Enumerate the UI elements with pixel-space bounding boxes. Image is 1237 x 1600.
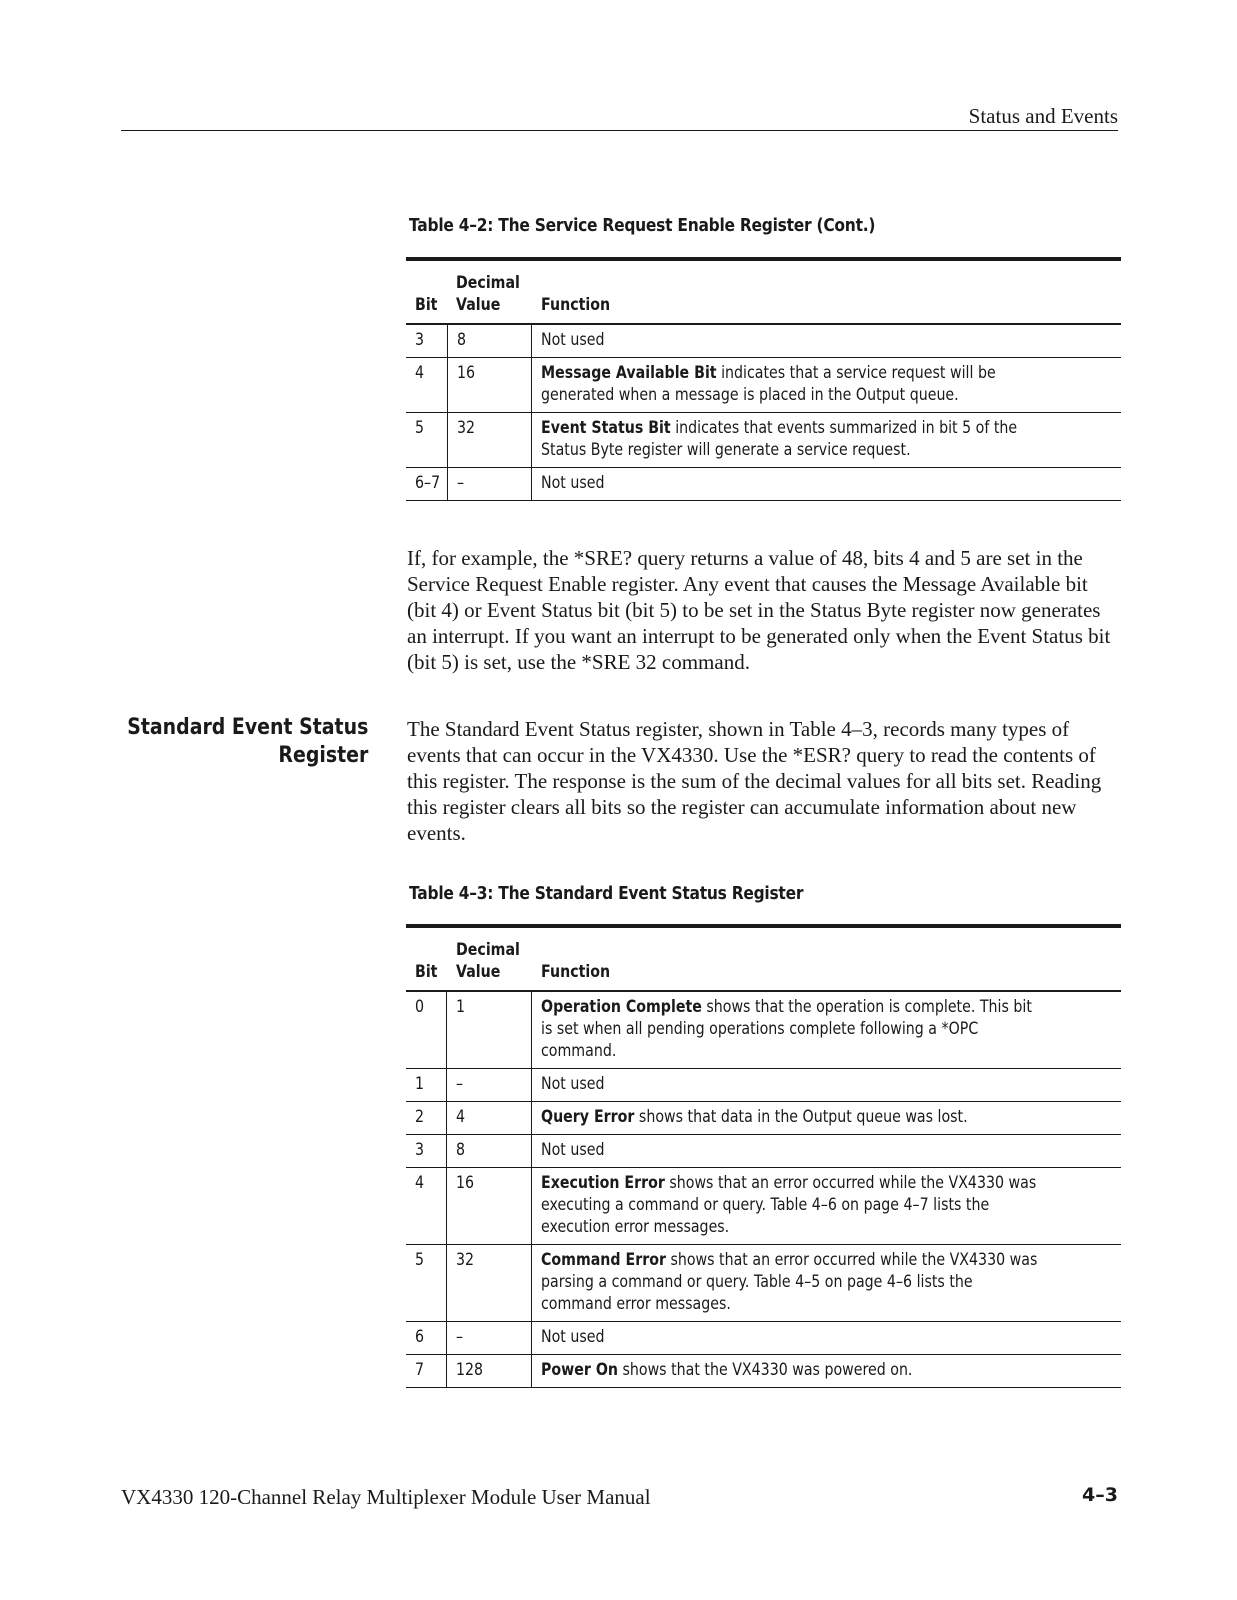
- cell-decimal-value: 32: [447, 413, 531, 468]
- esr-table-body: [406, 991, 1121, 1388]
- cell-function: [532, 324, 1122, 358]
- table-header-row: [406, 259, 1121, 324]
- function-term: Power On: [541, 1360, 618, 1379]
- cell-function: [532, 1135, 1122, 1168]
- esr-intro-paragraph: The Standard Event Status register, shown in Table 4–3, records many types of events that can occur in the VX4330. Use the *ESR? query to read the contents of this register. The response is the sum of the decimal values for all bits set. Reading this register clears all bits so the register can accumulate information about new events.: [407, 717, 1102, 845]
- column-header-decimal-value: Decimal Value: [456, 273, 521, 314]
- cell-function: [532, 991, 1122, 1069]
- table-row: [406, 413, 1121, 468]
- table-row: [406, 1245, 1121, 1322]
- table-row: [406, 1069, 1121, 1102]
- cell-decimal-value: –: [447, 1322, 532, 1355]
- cell-function: [532, 1322, 1122, 1355]
- column-header-function: Function: [540, 962, 610, 981]
- cell-decimal-value: 16: [447, 1168, 532, 1245]
- cell-bit: 1: [406, 1069, 447, 1102]
- cell-function: [532, 358, 1122, 413]
- function-term: Execution Error: [541, 1173, 665, 1192]
- cell-function: [532, 468, 1122, 501]
- sre-table-body: [406, 324, 1121, 501]
- function-description: Not used: [541, 1074, 605, 1093]
- cell-bit: 5: [406, 413, 447, 468]
- function-description: shows that an error occurred while the VX4330 was executing a command or query. Table 4–6 on page 4–7 lists the execution error messages.: [541, 1173, 1037, 1236]
- cell-bit: 6: [406, 1322, 447, 1355]
- sre-table: [406, 257, 1121, 501]
- footer-manual-title: VX4330 120-Channel Relay Multiplexer Module User Manual: [121, 1485, 651, 1509]
- cell-function: [532, 1102, 1122, 1135]
- table-caption: Table 4–2: The Service Request Enable Register (Cont.): [409, 215, 876, 236]
- function-description: Not used: [541, 473, 605, 492]
- table-header-row: [406, 926, 1121, 991]
- table-caption: Table 4–3: The Standard Event Status Register: [409, 883, 804, 904]
- table-row: [406, 1168, 1121, 1245]
- function-term: Message Available Bit: [541, 363, 717, 382]
- cell-decimal-value: 8: [447, 324, 531, 358]
- table-row: [406, 1135, 1121, 1168]
- page-number: 4–3: [1082, 1484, 1118, 1506]
- table-row: [406, 468, 1121, 501]
- cell-decimal-value: –: [447, 1069, 532, 1102]
- cell-bit: 7: [406, 1355, 447, 1388]
- cell-function: [532, 413, 1122, 468]
- cell-decimal-value: –: [447, 468, 531, 501]
- function-term: Event Status Bit: [541, 418, 671, 437]
- cell-bit: 5: [406, 1245, 447, 1322]
- function-description: Not used: [541, 330, 605, 349]
- function-description: Not used: [541, 1140, 605, 1159]
- table-row: [406, 324, 1121, 358]
- column-header-decimal-value: Decimal Value: [455, 940, 520, 981]
- section-heading: Standard Event Status Register: [126, 715, 368, 768]
- function-description: Not used: [541, 1327, 605, 1346]
- function-description: shows that an error occurred while the VX4330 was parsing a command or query. Table 4–5 on page 4–6 lists the command error messages.: [541, 1250, 1038, 1313]
- running-header: Status and Events: [968, 104, 1118, 128]
- table-row: [406, 358, 1121, 413]
- cell-decimal-value: 4: [447, 1102, 532, 1135]
- cell-bit: 2: [406, 1102, 447, 1135]
- function-description: indicates that a service request will be generated when a message is placed in the Output queue.: [541, 363, 996, 404]
- table-row: [406, 1102, 1121, 1135]
- cell-function: [532, 1168, 1122, 1245]
- cell-function: [532, 1245, 1122, 1322]
- cell-bit: 3: [406, 1135, 447, 1168]
- header-rule: [121, 130, 1118, 131]
- table-row: [406, 1322, 1121, 1355]
- cell-function: [532, 1069, 1122, 1102]
- cell-bit: 4: [406, 358, 447, 413]
- cell-decimal-value: 8: [447, 1135, 532, 1168]
- cell-decimal-value: 16: [447, 358, 531, 413]
- sre-example-paragraph: If, for example, the *SRE? query returns a value of 48, bits 4 and 5 are set in the Service Request Enable register. Any event that causes the Message Available bit (bit 4) or Event Status bit (bit 5) to be set in the Status Byte register now generates an interrupt. If you want an interrupt to be generated only when the Event Status bit (bit 5) is set, use the *SRE 32 command.: [407, 546, 1111, 674]
- table-row: [406, 1355, 1121, 1388]
- column-header-function: Function: [540, 295, 610, 314]
- cell-decimal-value: 32: [447, 1245, 532, 1322]
- function-term: Command Error: [541, 1250, 666, 1269]
- cell-bit: 0: [406, 991, 447, 1069]
- function-term: Query Error: [541, 1107, 635, 1126]
- column-header-bit: Bit: [415, 295, 438, 314]
- table-row: [406, 991, 1121, 1069]
- cell-bit: 6–7: [406, 468, 447, 501]
- esr-table: [406, 924, 1121, 1388]
- function-description: indicates that events summarized in bit 5 of the Status Byte register will generate a service request.: [541, 418, 1018, 459]
- function-description: shows that data in the Output queue was lost.: [634, 1107, 968, 1126]
- function-term: Operation Complete: [541, 997, 702, 1016]
- cell-bit: 4: [406, 1168, 447, 1245]
- cell-bit: 3: [406, 324, 447, 358]
- function-description: shows that the VX4330 was powered on.: [617, 1360, 913, 1379]
- cell-decimal-value: 128: [447, 1355, 532, 1388]
- cell-decimal-value: 1: [447, 991, 532, 1069]
- column-header-bit: Bit: [415, 962, 438, 981]
- cell-function: [532, 1355, 1122, 1388]
- function-description: shows that the operation is complete. This bit is set when all pending operations complete following a *OPC command.: [541, 997, 1032, 1060]
